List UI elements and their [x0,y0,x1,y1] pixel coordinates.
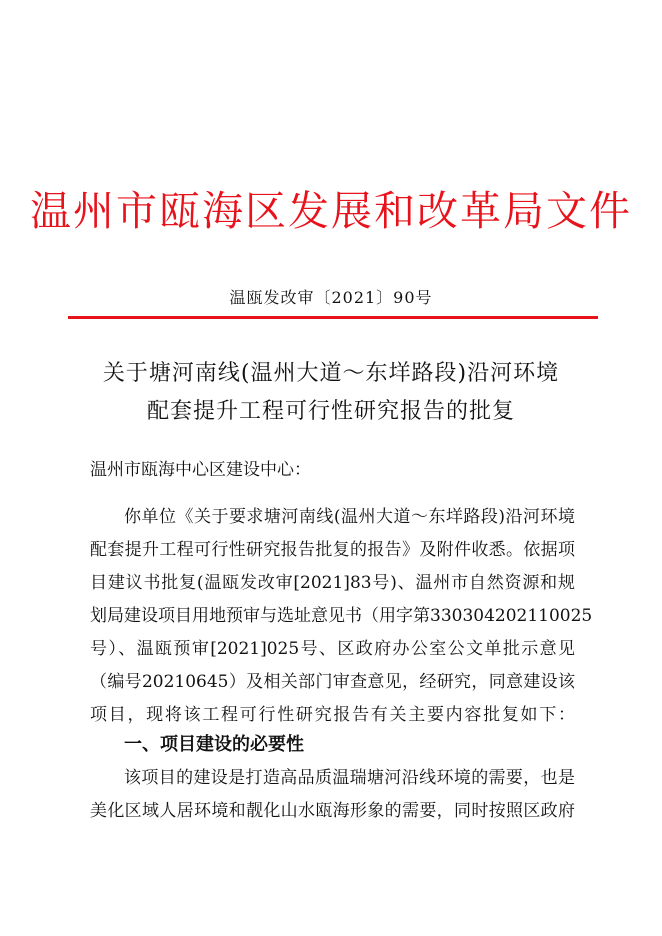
body-line: 该项目的建设是打造高品质温瑞塘河沿线环境的需要，也是 [124,768,575,788]
body-line: 号）、温瓯预审[2021]025号、区政府办公室公文单批示意见 [90,639,575,659]
document-number: 温瓯发改审〔2021〕90号 [229,288,433,307]
addressee: 温州市瓯海中心区建设中心： [90,460,311,480]
red-divider [68,316,598,319]
body-line: 你单位《关于要求塘河南线(温州大道～东垟路段)沿河环境 [124,507,575,527]
document-title-line-1: 关于塘河南线(温州大道～东垟路段)沿河环境 [102,361,560,386]
body-line: （编号20210645）及相关部门审查意见，经研究，同意建设该 [90,672,575,692]
body-line: 目建议书批复(温瓯发改审[2021]83号)、温州市自然资源和规 [90,573,575,593]
issuer-title: 温州市瓯海区发展和改革局文件 [30,187,632,235]
body-line: 美化区域人居环境和靓化山水瓯海形象的需要，同时按照区政府 [90,801,575,821]
body-line: 项目，现将该工程可行性研究报告有关主要内容批复如下： [90,705,575,725]
body-line: 配套提升工程可行性研究报告批复的报告》及附件收悉。依据项 [90,540,575,560]
body-line: 划局建设项目用地预审与选址意见书（用字第330304202110025 [90,606,593,626]
section-heading: 一、项目建设的必要性 [124,734,304,755]
document-title-line-2: 配套提升工程可行性研究报告的批复 [146,399,515,424]
